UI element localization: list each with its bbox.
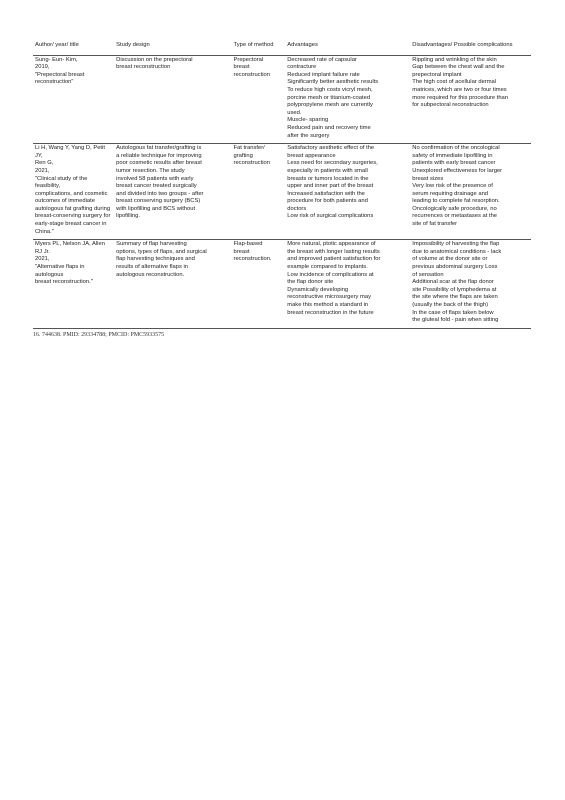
cell-text-line: recurrences or metastases at the [412,213,498,220]
cell-text-line: 2021, [35,167,50,174]
cell-text-line: Discussion on the prepectoral [116,56,193,63]
cell-text-line: Prepectoral [233,56,264,63]
comparison-table [33,38,531,329]
cell-text-line: tumor resection. The study [116,167,185,174]
cell-text-line: and improved patient satisfaction for [287,256,381,263]
cell-text-line: breasts or tumors located in the [287,175,369,182]
cell-text-line: Impossibility of harvesting the flap [412,241,500,248]
header-study-design: Study design [114,38,231,55]
cell-text-line: after the surgery [287,132,330,139]
cell-text-line: due to anatomical conditions - lack [412,248,502,255]
cell-text-line: Reduced implant failure rate [287,71,360,78]
cell-text-line: leading to complete fat resorption. [412,198,500,205]
cell-text-line: Dynamically developing [287,286,349,293]
cell-text-line: doctors [287,205,307,212]
cell-text-line: reconstructive microsurgery may [287,294,372,301]
cell-text-line: lipofilling. [116,213,141,220]
cell-text-line: 2021, [35,256,50,263]
cell-text-line: for subpectoral reconstruction [412,102,489,109]
table-row [33,240,531,329]
cell-text-line: breast reconstruction [116,64,171,71]
author-cell [33,144,114,240]
cell-text-line: previous abdominal surgery Loss [412,264,498,271]
cell-text-line: example compared to implants. [287,264,368,271]
cell-text-line: grafting [233,152,253,159]
cell-text-line: Low incidence of complications at [287,271,374,278]
cell-text-line: of sensation [412,271,444,278]
cell-text-line: Very low risk of the presence of [412,183,493,190]
cell-text-line: To reduce high costs vicryl mesh, [287,86,373,93]
cell-text-line: breast conserving surgery (BCS) [116,198,201,205]
cell-text-line: reconstruction. [233,256,272,263]
advantages-cell [285,240,410,329]
cell-text-line: Autologous fat transfer/grafting is [116,145,202,152]
cell-text-line: prepectoral implant [412,71,462,78]
cell-text-line: (usually the back of the thigh) [412,302,489,308]
cell-text-line: Significantly better aesthetic results [287,79,379,86]
cell-text-line: used. [287,109,302,116]
cell-text-line: the site where the flaps are taken [412,294,498,301]
study-design-cell [114,240,231,329]
author-cell [33,55,114,144]
cell-text-line: site Possibility of lymphedema at [412,286,497,293]
author-cell [33,240,114,329]
cell-text-line: "Prepectoral breast [35,71,85,78]
cell-text-line: Muscle- sparing [287,117,329,124]
study-design-cell [114,144,231,240]
cell-text-line: Summary of flap harvesting [116,241,187,248]
cell-text-line: "Clinical study of the feasibility, [35,175,88,190]
cell-text-line: make this method a standard in [287,302,369,308]
reference-footer-text: 16. 744638. PMID: 29334788; PMCID: PMC5933575 [33,332,165,338]
cell-text-line: early-stage breast cancer in [35,221,107,228]
cell-text-line: Reduced pain and recovery time [287,124,371,131]
cell-text-line: contracture [287,64,317,71]
disadvantages-cell [410,144,531,240]
cell-text-line: No confirmation of the oncological [412,145,500,152]
method-cell [232,144,286,240]
cell-text-line: More natural, ptotic appearance of [287,241,376,248]
cell-text-line: procedure for both patients and [287,198,368,205]
header-advantages: Advantages [285,38,410,55]
header-type-of-method: Type of method [232,38,286,55]
cell-text-line: Rippling and wrinkling of the skin [412,56,497,63]
cell-text-line: the gluteal fold - pain when sitting [412,317,499,324]
cell-text-line: with lipofilling and BCS without [116,205,196,212]
cell-text-line: Satisfactory aesthetic effect of the [287,145,375,152]
cell-text-line: The high cost of acellular dermal [412,79,497,86]
cell-text-line: Additional scar at the flap donor [412,279,494,286]
cell-text-line: autologous fat grafting during [35,205,111,212]
study-design-cell [114,55,231,144]
cell-text-line: upper and inner part of the breast [287,183,374,190]
table-header-row [33,38,531,55]
cell-text-line: safety of immediate lipofilling in [412,152,493,159]
header-disadvantages: Disadvantages/ Possible complications [410,38,531,55]
cell-text-line: more required for this procedure than [412,94,508,101]
cell-text-line: polypropylene mesh are currently [287,102,373,109]
cell-text-line: breast [233,64,250,71]
cell-text-line: the flap donor site [287,279,334,286]
cell-text-line: site of fat transfer [412,221,458,228]
cell-text-line: reconstruction [233,160,270,167]
advantages-cell [285,55,410,144]
cell-text-line: breast-conserving surgery for [35,213,111,220]
table-row [33,55,531,144]
cell-text-line: porcine mesh or titanium-coated [287,94,371,101]
cell-text-line: breast reconstruction." [35,279,93,286]
cell-text-line: matrices, which are two or four times [412,86,507,93]
cell-text-line: serum requiring drainage and [412,190,489,197]
cell-text-line: autologous reconstruction. [116,271,185,278]
cell-text-line: "Alternative flaps in autologous [35,264,85,278]
cell-text-line: Flap-based [233,241,263,248]
cell-text-line: and divided into two groups - after [116,190,204,197]
header-author-year-title: Author/ year/ title [33,38,114,55]
cell-text-line: Unexplored effectiveness for larger [412,167,503,174]
cell-text-line: options, types of flaps, and surgical [116,248,207,255]
cell-text-line: of volume at the donor site or [412,256,488,263]
cell-text-line: reconstruction [233,71,270,78]
cell-text-line: a reliable technique for improving [116,152,202,159]
cell-text-line: Increased satisfaction with the [287,190,365,197]
cell-text-line: poor cosmetic results after breast [116,160,202,167]
method-cell [232,240,286,329]
method-cell [232,55,286,144]
cell-text-line: Fat transfer/ [233,145,265,152]
cell-text-line: outcomes of immediate [35,198,95,205]
cell-text-line: Decreased rate of capsular [287,56,357,63]
cell-text-line: patients with early breast cancer [412,160,496,167]
cell-text-line: Ren G, [35,160,54,167]
disadvantages-cell [410,55,531,144]
cell-text-line: breast [233,248,250,255]
cell-text-line: involved 58 patients with early [116,175,194,182]
cell-text-line: especially in patients with small [287,167,368,174]
cell-text-line: breast appearance [287,152,336,159]
cell-text-line: China." [35,228,54,235]
cell-text-line: Gap between the chest wall and the [412,64,505,71]
cell-text-line: breast sizes [412,175,444,182]
disadvantages-cell [410,240,531,329]
cell-text-line: Myers PL, Nelson JA, Allen RJ Jr. [35,241,105,255]
cell-text-line: Less need for secondary surgeries, [287,160,378,167]
cell-text-line: Li H, Wang Y, Yang D, Petit JY, [35,145,105,159]
table-row [33,144,531,240]
cell-text-line: Oncologically safe procedure, no [412,205,497,212]
cell-text-line: results of alternative flaps in [116,264,189,271]
cell-text-line: reconstruction" [35,79,74,86]
cell-text-line: flap harvesting techniques and [116,256,195,263]
advantages-cell [285,144,410,240]
cell-text-line: Sung- Eun- Kim, [35,56,78,63]
cell-text-line: complications, and cosmetic [35,190,108,197]
cell-text-line: the breast with longer lasting results [287,248,380,255]
cell-text-line: 2019, [35,64,50,71]
cell-text-line: breast cancer treated surgically [116,183,197,190]
cell-text-line: breast reconstruction in the future [287,309,374,316]
cell-text-line: In the case of flaps taken below [412,309,494,316]
cell-text-line: Low risk of surgical complications [287,213,374,220]
